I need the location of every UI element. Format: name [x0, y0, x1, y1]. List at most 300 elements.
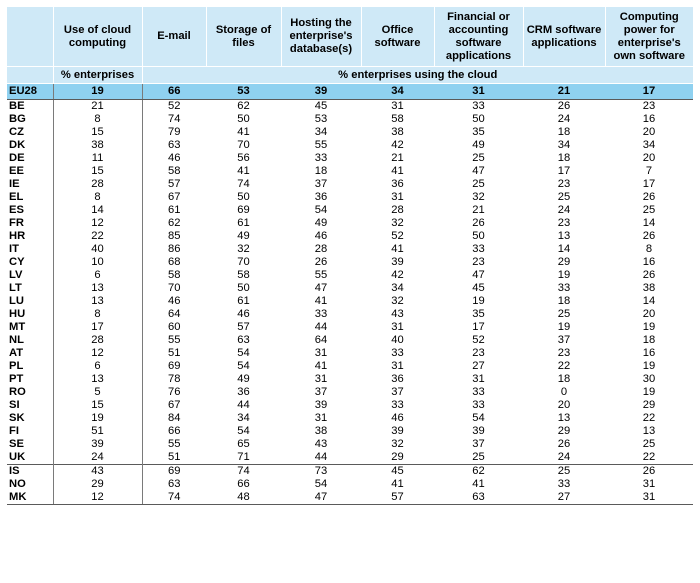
table-row	[7, 425, 693, 438]
table-row	[7, 100, 693, 114]
value-cell: 34	[557, 139, 571, 151]
value-cell: 44	[314, 451, 328, 463]
value-cell: 17	[605, 84, 693, 100]
value-cell: 36	[391, 373, 404, 385]
value-cell: 19	[53, 84, 142, 100]
table-row	[7, 347, 693, 360]
value-cell: 32	[391, 438, 404, 450]
table-row	[7, 412, 693, 425]
country-cell: CZ	[9, 126, 24, 138]
value-cell: 31	[314, 373, 328, 385]
value-cell: 48	[206, 491, 281, 505]
value-cell: 19	[53, 412, 142, 425]
value-cell: 14	[53, 204, 142, 217]
value-cell: 63	[434, 491, 523, 505]
country-cell: EE	[9, 165, 24, 177]
table-row	[7, 269, 693, 282]
value-cell: 42	[391, 269, 404, 281]
value-cell: 20	[642, 308, 656, 320]
value-cell: 47	[472, 165, 485, 177]
value-cell: 22	[557, 360, 571, 372]
country-cell: PT	[9, 373, 24, 385]
value-cell: 8	[53, 191, 142, 204]
value-cell: 26	[314, 256, 328, 268]
country-cell: BG	[9, 113, 26, 125]
value-cell: 31	[605, 491, 693, 505]
value-cell: 67	[142, 399, 206, 412]
value-cell: 69	[142, 465, 206, 479]
value-cell: 33	[472, 399, 485, 411]
value-cell: 51	[142, 451, 206, 465]
value-cell: 61	[237, 217, 250, 229]
value-cell: 50	[472, 230, 485, 242]
table-body	[7, 84, 693, 505]
value-cell: 31	[391, 100, 404, 112]
country-cell: LT	[9, 282, 22, 294]
value-cell: 74	[206, 465, 281, 479]
table-row	[7, 308, 693, 321]
country-cell: EL	[9, 191, 24, 203]
value-cell: 38	[53, 139, 142, 152]
value-cell: 32	[391, 295, 404, 307]
table-row	[7, 478, 693, 491]
country-cell: BE	[9, 100, 25, 112]
table-row	[7, 191, 693, 204]
value-cell: 58	[142, 269, 206, 282]
value-cell: 37	[557, 334, 571, 346]
value-cell: 17	[557, 165, 571, 177]
value-cell: 57	[361, 491, 434, 505]
value-cell: 25	[472, 178, 485, 190]
value-cell: 23	[642, 100, 656, 112]
header-storage-of-files: Storage of files	[206, 7, 281, 67]
header-crm-software: CRM software applications	[523, 7, 605, 67]
header-use-of-cloud: Use of cloud computing	[53, 7, 142, 67]
value-cell: 13	[557, 230, 571, 242]
value-cell: 74	[237, 178, 250, 190]
value-cell: 29	[557, 425, 571, 437]
value-cell: 54	[314, 478, 328, 490]
table-row	[7, 204, 693, 217]
value-cell: 46	[391, 412, 404, 424]
value-cell: 50	[237, 282, 250, 294]
country-cell: ES	[9, 204, 24, 216]
value-cell: 16	[642, 113, 656, 125]
value-cell: 13	[53, 282, 142, 295]
value-cell: 25	[642, 438, 656, 450]
value-cell: 26	[557, 100, 571, 112]
value-cell: 31	[472, 373, 485, 385]
value-cell: 13	[642, 425, 656, 437]
value-cell: 70	[142, 282, 206, 295]
value-cell: 51	[142, 347, 206, 360]
value-cell: 19	[557, 321, 571, 333]
value-cell: 17	[642, 178, 656, 190]
value-cell: 68	[142, 256, 206, 269]
value-cell: 31	[434, 84, 523, 100]
value-cell: 47	[472, 269, 485, 281]
header-financial-accounting: Financial or accounting software applications	[434, 7, 523, 67]
value-cell: 43	[391, 308, 404, 320]
value-cell: 49	[237, 230, 250, 242]
value-cell: 12	[53, 217, 142, 230]
header-row	[7, 7, 693, 67]
table-row	[7, 386, 693, 399]
table-row	[7, 491, 693, 505]
value-cell: 54	[237, 347, 250, 359]
country-cell: DK	[9, 139, 26, 151]
value-cell: 86	[142, 243, 206, 256]
unit-percent-enterprises-cloud: % enterprises using the cloud	[142, 67, 693, 84]
value-cell: 17	[53, 321, 142, 334]
value-cell: 35	[472, 308, 485, 320]
value-cell: 58	[237, 269, 250, 281]
value-cell: 50	[237, 113, 250, 125]
table-row	[7, 321, 693, 334]
value-cell: 26	[472, 217, 485, 229]
value-cell: 65	[237, 438, 250, 450]
value-cell: 54	[472, 412, 485, 424]
country-cell: IE	[9, 178, 20, 190]
value-cell: 8	[53, 308, 142, 321]
table-row	[7, 282, 693, 295]
value-cell: 17	[472, 321, 485, 333]
value-cell: 28	[314, 243, 328, 255]
country-cell: FI	[9, 425, 19, 437]
value-cell: 33	[557, 282, 571, 294]
value-cell: 41	[314, 360, 328, 372]
table-row	[7, 139, 693, 152]
value-cell: 6	[53, 360, 142, 373]
value-cell: 33	[391, 347, 404, 359]
value-cell: 63	[237, 334, 250, 346]
value-cell: 15	[53, 165, 142, 178]
value-cell: 34	[361, 84, 434, 100]
value-cell: 21	[53, 100, 142, 114]
value-cell: 57	[237, 321, 250, 333]
value-cell: 26	[642, 269, 656, 281]
country-cell: HR	[9, 230, 26, 242]
value-cell: 46	[314, 230, 328, 242]
value-cell: 50	[237, 191, 250, 203]
value-cell: 34	[237, 412, 250, 424]
value-cell: 34	[314, 126, 328, 138]
table-row	[7, 126, 693, 139]
country-cell: AT	[9, 347, 24, 359]
value-cell: 14	[642, 295, 656, 307]
value-cell: 19	[642, 360, 656, 372]
value-cell: 36	[391, 178, 404, 190]
value-cell: 19	[472, 295, 485, 307]
value-cell: 27	[523, 491, 605, 505]
value-cell: 18	[557, 373, 571, 385]
value-cell: 52	[142, 100, 206, 114]
value-cell: 12	[53, 491, 142, 505]
value-cell: 29	[557, 256, 571, 268]
value-cell: 78	[142, 373, 206, 386]
header-email: E-mail	[142, 7, 206, 67]
value-cell: 41	[391, 478, 404, 490]
value-cell: 85	[142, 230, 206, 243]
value-cell: 35	[472, 126, 485, 138]
value-cell: 7	[645, 165, 653, 177]
country-cell: EU28	[7, 84, 53, 100]
value-cell: 22	[53, 230, 142, 243]
value-cell: 29	[53, 478, 142, 491]
value-cell: 37	[314, 386, 328, 398]
value-cell: 31	[391, 360, 404, 372]
value-cell: 36	[237, 386, 250, 398]
value-cell: 57	[142, 178, 206, 191]
value-cell: 63	[142, 478, 206, 491]
value-cell: 33	[472, 243, 485, 255]
value-cell: 62	[237, 100, 250, 112]
value-cell: 73	[281, 465, 361, 479]
value-cell: 37	[391, 386, 404, 398]
value-cell: 49	[314, 217, 328, 229]
value-cell: 32	[472, 191, 485, 203]
unit-percent-enterprises: % enterprises	[53, 67, 142, 84]
table-row	[7, 451, 693, 465]
value-cell: 28	[391, 204, 404, 216]
country-cell: MT	[9, 321, 26, 333]
value-cell: 8	[53, 113, 142, 126]
value-cell: 41	[472, 478, 485, 490]
value-cell: 15	[53, 126, 142, 139]
value-cell: 10	[53, 256, 142, 269]
country-cell: HU	[9, 308, 26, 320]
value-cell: 58	[391, 113, 404, 125]
value-cell: 32	[237, 243, 250, 255]
table-row	[7, 360, 693, 373]
country-cell: PL	[9, 360, 24, 372]
value-cell: 47	[281, 491, 361, 505]
value-cell: 33	[557, 478, 571, 490]
value-cell: 54	[314, 204, 328, 216]
value-cell: 41	[391, 243, 404, 255]
value-cell: 40	[53, 243, 142, 256]
value-cell: 31	[642, 478, 656, 490]
country-cell: DE	[9, 152, 25, 164]
value-cell: 38	[391, 126, 404, 138]
table-row	[7, 373, 693, 386]
value-cell: 26	[642, 191, 656, 203]
value-cell: 19	[642, 321, 656, 333]
value-cell: 39	[472, 425, 485, 437]
value-cell: 19	[642, 386, 656, 398]
header-computing-power: Computing power for enterprise's own software	[605, 7, 693, 67]
value-cell: 37	[314, 178, 328, 190]
value-cell: 66	[142, 425, 206, 438]
value-cell: 39	[281, 84, 361, 100]
value-cell: 27	[472, 360, 485, 372]
value-cell: 33	[314, 308, 328, 320]
value-cell: 41	[314, 295, 328, 307]
value-cell: 0	[560, 386, 568, 398]
table-row	[7, 84, 693, 100]
value-cell: 19	[557, 269, 571, 281]
value-cell: 20	[642, 126, 656, 138]
value-cell: 66	[237, 478, 250, 490]
table-row	[7, 152, 693, 165]
value-cell: 52	[391, 230, 404, 242]
value-cell: 49	[237, 373, 250, 385]
value-cell: 23	[557, 347, 571, 359]
value-cell: 71	[237, 451, 250, 463]
value-cell: 58	[142, 165, 206, 178]
value-cell: 14	[557, 243, 571, 255]
value-cell: 46	[237, 308, 250, 320]
value-cell: 20	[642, 152, 656, 164]
value-cell: 42	[391, 139, 404, 151]
value-cell: 47	[314, 282, 328, 294]
value-cell: 43	[53, 465, 142, 479]
value-cell: 56	[237, 152, 250, 164]
value-cell: 45	[314, 100, 328, 112]
value-cell: 44	[314, 321, 328, 333]
value-cell: 37	[472, 438, 485, 450]
value-cell: 31	[391, 191, 404, 203]
value-cell: 54	[237, 360, 250, 372]
country-cell: SK	[9, 412, 25, 424]
value-cell: 53	[206, 84, 281, 100]
value-cell: 13	[557, 412, 571, 424]
value-cell: 52	[472, 334, 485, 346]
value-cell: 60	[142, 321, 206, 334]
table-row	[7, 295, 693, 308]
value-cell: 24	[557, 204, 571, 216]
value-cell: 25	[523, 465, 605, 479]
value-cell: 74	[142, 113, 206, 126]
value-cell: 39	[391, 256, 404, 268]
header-office-software: Office software	[361, 7, 434, 67]
value-cell: 34	[391, 282, 404, 294]
value-cell: 76	[142, 386, 206, 399]
cloud-usage-table-container	[7, 7, 693, 505]
value-cell: 21	[472, 204, 485, 216]
value-cell: 66	[142, 84, 206, 100]
table-row	[7, 334, 693, 347]
country-cell: MK	[7, 491, 53, 505]
value-cell: 64	[314, 334, 328, 346]
value-cell: 33	[314, 152, 328, 164]
value-cell: 70	[237, 139, 250, 151]
value-cell: 53	[314, 113, 328, 125]
value-cell: 63	[142, 139, 206, 152]
value-cell: 74	[142, 491, 206, 505]
value-cell: 18	[314, 165, 328, 177]
value-cell: 18	[557, 295, 571, 307]
value-cell: 33	[472, 100, 485, 112]
value-cell: 24	[557, 113, 571, 125]
value-cell: 12	[53, 347, 142, 360]
value-cell: 6	[53, 269, 142, 282]
value-cell: 25	[472, 152, 485, 164]
value-cell: 21	[391, 152, 404, 164]
value-cell: 20	[557, 399, 571, 411]
value-cell: 43	[314, 438, 328, 450]
value-cell: 11	[53, 152, 142, 165]
value-cell: 29	[391, 451, 404, 463]
value-cell: 41	[391, 165, 404, 177]
value-cell: 50	[472, 113, 485, 125]
value-cell: 34	[642, 139, 656, 151]
value-cell: 38	[314, 425, 328, 437]
table-row	[7, 465, 693, 479]
value-cell: 31	[314, 412, 328, 424]
value-cell: 33	[472, 386, 485, 398]
value-cell: 64	[142, 308, 206, 321]
value-cell: 21	[523, 84, 605, 100]
header-hosting-database: Hosting the enterprise's database(s)	[281, 7, 361, 67]
value-cell: 39	[314, 399, 328, 411]
value-cell: 28	[53, 178, 142, 191]
cloud-usage-table	[7, 7, 693, 505]
value-cell: 26	[642, 230, 656, 242]
value-cell: 25	[557, 308, 571, 320]
value-cell: 61	[142, 204, 206, 217]
unit-empty	[7, 67, 53, 84]
value-cell: 41	[237, 126, 250, 138]
country-cell: IS	[7, 465, 53, 479]
country-cell: LU	[9, 295, 24, 307]
table-row	[7, 230, 693, 243]
value-cell: 29	[642, 399, 656, 411]
country-cell: UK	[9, 451, 26, 463]
table-row	[7, 399, 693, 412]
value-cell: 79	[142, 126, 206, 139]
value-cell: 70	[237, 256, 250, 268]
value-cell: 33	[391, 399, 404, 411]
country-cell: RO	[9, 386, 26, 398]
value-cell: 46	[142, 152, 206, 165]
value-cell: 62	[142, 217, 206, 230]
value-cell: 41	[237, 165, 250, 177]
value-cell: 39	[391, 425, 404, 437]
value-cell: 23	[557, 178, 571, 190]
country-cell: NO	[9, 478, 26, 490]
value-cell: 31	[391, 321, 404, 333]
unit-row	[7, 67, 693, 84]
value-cell: 8	[645, 243, 653, 255]
value-cell: 45	[361, 465, 434, 479]
value-cell: 45	[472, 282, 485, 294]
value-cell: 18	[557, 126, 571, 138]
value-cell: 39	[53, 438, 142, 451]
value-cell: 55	[142, 334, 206, 347]
value-cell: 23	[472, 347, 485, 359]
country-cell: IT	[9, 243, 19, 255]
country-cell: SE	[9, 438, 24, 450]
value-cell: 84	[142, 412, 206, 425]
value-cell: 22	[642, 412, 656, 424]
table-row	[7, 217, 693, 230]
value-cell: 26	[557, 438, 571, 450]
country-cell: CY	[9, 256, 25, 268]
value-cell: 67	[142, 191, 206, 204]
value-cell: 25	[557, 191, 571, 203]
value-cell: 16	[642, 256, 656, 268]
value-cell: 36	[314, 191, 328, 203]
value-cell: 22	[642, 451, 656, 463]
value-cell: 28	[53, 334, 142, 347]
value-cell: 13	[53, 295, 142, 308]
country-cell: FR	[9, 217, 24, 229]
value-cell: 38	[642, 282, 656, 294]
value-cell: 55	[314, 269, 328, 281]
value-cell: 32	[391, 217, 404, 229]
value-cell: 40	[391, 334, 404, 346]
